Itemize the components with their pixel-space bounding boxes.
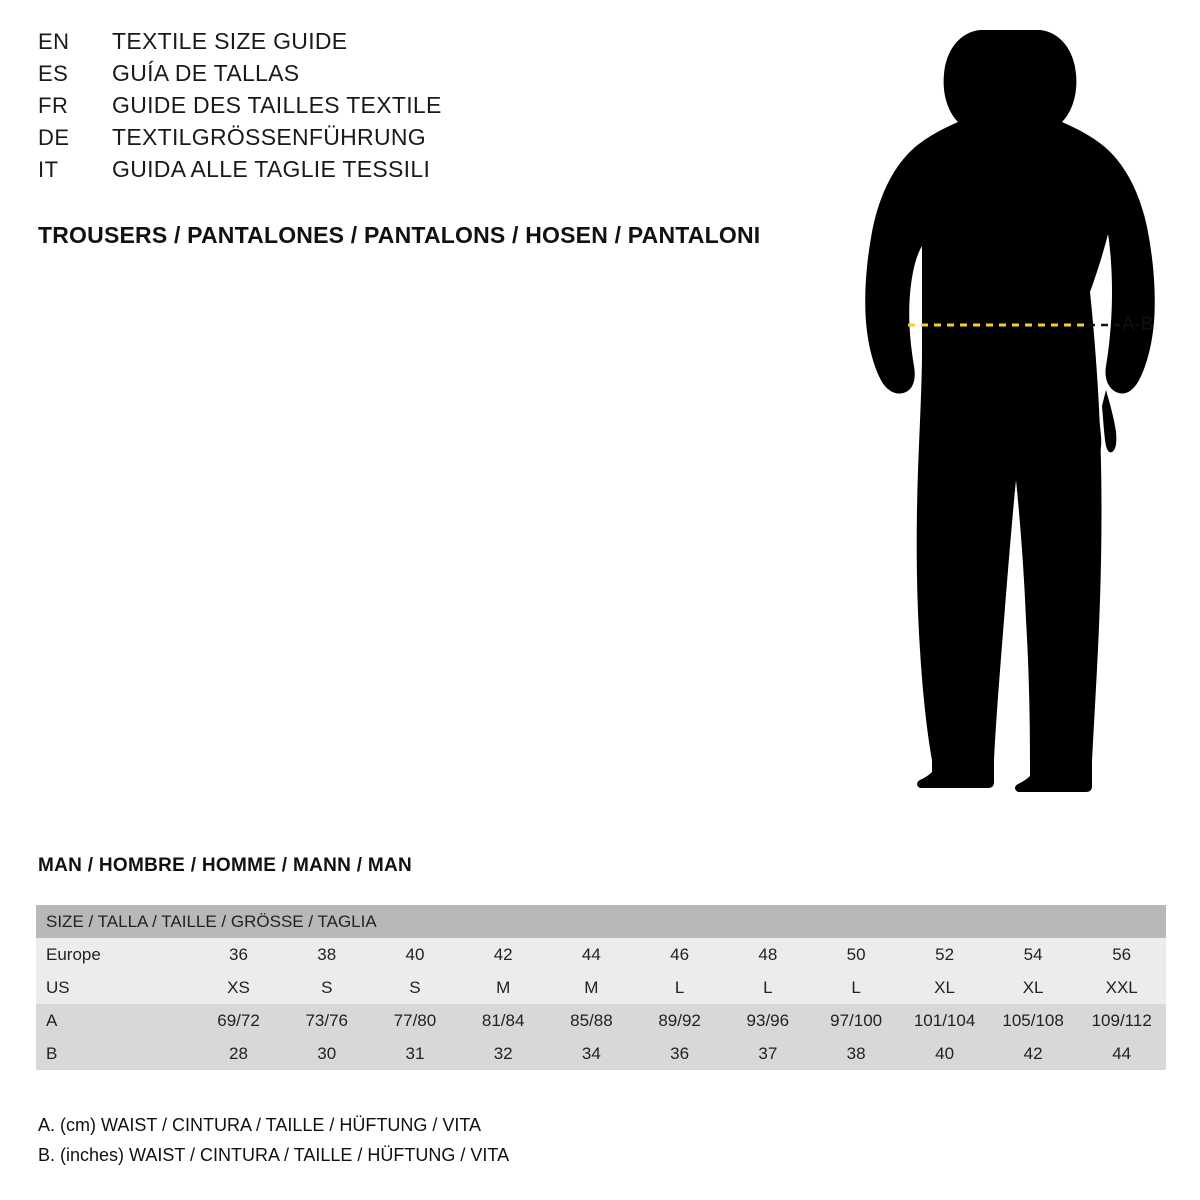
language-row <box>38 60 798 92</box>
cell-value: 38 <box>283 938 371 971</box>
row-label: Europe <box>36 938 194 971</box>
language-title: GUIDA ALLE TAGLIE TESSILI <box>112 156 431 182</box>
cell-value: 48 <box>724 938 812 971</box>
cell-value: M <box>459 971 547 1004</box>
cell-value: 37 <box>724 1037 812 1070</box>
language-title: GUÍA DE TALLAS <box>112 60 300 86</box>
table-row <box>36 1004 1166 1037</box>
cell-value: 42 <box>989 1037 1078 1070</box>
size-table <box>36 905 1166 1070</box>
cell-value: 52 <box>900 938 989 971</box>
cell-value: 73/76 <box>283 1004 371 1037</box>
cell-value: 81/84 <box>459 1004 547 1037</box>
cell-value: S <box>283 971 371 1004</box>
language-code: EN <box>38 29 70 54</box>
cell-value: 40 <box>900 1037 989 1070</box>
cell-value: 44 <box>547 938 635 971</box>
language-row <box>38 28 798 60</box>
footnotes-block <box>38 1110 509 1170</box>
cell-value: 89/92 <box>636 1004 724 1037</box>
language-code: ES <box>38 61 69 86</box>
man-silhouette-shape <box>865 30 1155 792</box>
language-header-block <box>38 28 798 188</box>
table-header-label: SIZE / TALLA / TAILLE / GRÖSSE / TAGLIA <box>36 905 1166 938</box>
language-row <box>38 92 798 124</box>
cell-value: 36 <box>194 938 282 971</box>
cell-value: 101/104 <box>900 1004 989 1037</box>
footnote-a: A. (cm) WAIST / CINTURA / TAILLE / HÜFTUNG / VITA <box>38 1115 482 1135</box>
body-silhouette-figure <box>820 20 1200 810</box>
language-code: FR <box>38 93 69 118</box>
cell-value: 105/108 <box>989 1004 1078 1037</box>
cell-value: S <box>371 971 459 1004</box>
language-title: TEXTILGRÖSSENFÜHRUNG <box>112 124 426 150</box>
cell-value: 54 <box>989 938 1078 971</box>
silhouette-svg <box>820 20 1200 810</box>
cell-value: 28 <box>194 1037 282 1070</box>
language-row <box>38 156 798 188</box>
cell-value: L <box>636 971 724 1004</box>
measure-label-ab: A-B <box>1122 314 1154 335</box>
language-code: IT <box>38 157 59 182</box>
cell-value: 77/80 <box>371 1004 459 1037</box>
row-label: B <box>36 1037 194 1070</box>
cell-value: 38 <box>812 1037 900 1070</box>
cell-value: 30 <box>283 1037 371 1070</box>
cell-value: M <box>547 971 635 1004</box>
table-row <box>36 938 1166 971</box>
cell-value: 36 <box>636 1037 724 1070</box>
table-group-title: MAN / HOMBRE / HOMME / MANN / MAN <box>38 855 413 876</box>
footnote-b: B. (inches) WAIST / CINTURA / TAILLE / HÜFTUNG / VITA <box>38 1145 510 1165</box>
cell-value: 31 <box>371 1037 459 1070</box>
cell-value: 69/72 <box>194 1004 282 1037</box>
cell-value: 56 <box>1077 938 1166 971</box>
cell-value: 50 <box>812 938 900 971</box>
cell-value: 85/88 <box>547 1004 635 1037</box>
cell-value: L <box>812 971 900 1004</box>
row-label: US <box>36 971 194 1004</box>
cell-value: 34 <box>547 1037 635 1070</box>
garment-type-title: TROUSERS / PANTALONES / PANTALONS / HOSEN / PANTALONI <box>38 222 761 248</box>
table-row <box>36 1037 1166 1070</box>
language-title: GUIDE DES TAILLES TEXTILE <box>112 92 442 118</box>
cell-value: 44 <box>1077 1037 1166 1070</box>
cell-value: 40 <box>371 938 459 971</box>
cell-value: L <box>724 971 812 1004</box>
cell-value: 97/100 <box>812 1004 900 1037</box>
cell-value: XL <box>900 971 989 1004</box>
cell-value: 46 <box>636 938 724 971</box>
language-code: DE <box>38 125 70 150</box>
language-title: TEXTILE SIZE GUIDE <box>112 28 348 54</box>
language-row <box>38 124 798 156</box>
table-row <box>36 971 1166 1004</box>
cell-value: XXL <box>1077 971 1166 1004</box>
cell-value: XS <box>194 971 282 1004</box>
table-header-row <box>36 905 1166 938</box>
cell-value: XL <box>989 971 1078 1004</box>
cell-value: 109/112 <box>1077 1004 1166 1037</box>
cell-value: 42 <box>459 938 547 971</box>
cell-value: 32 <box>459 1037 547 1070</box>
row-label: A <box>36 1004 194 1037</box>
cell-value: 93/96 <box>724 1004 812 1037</box>
